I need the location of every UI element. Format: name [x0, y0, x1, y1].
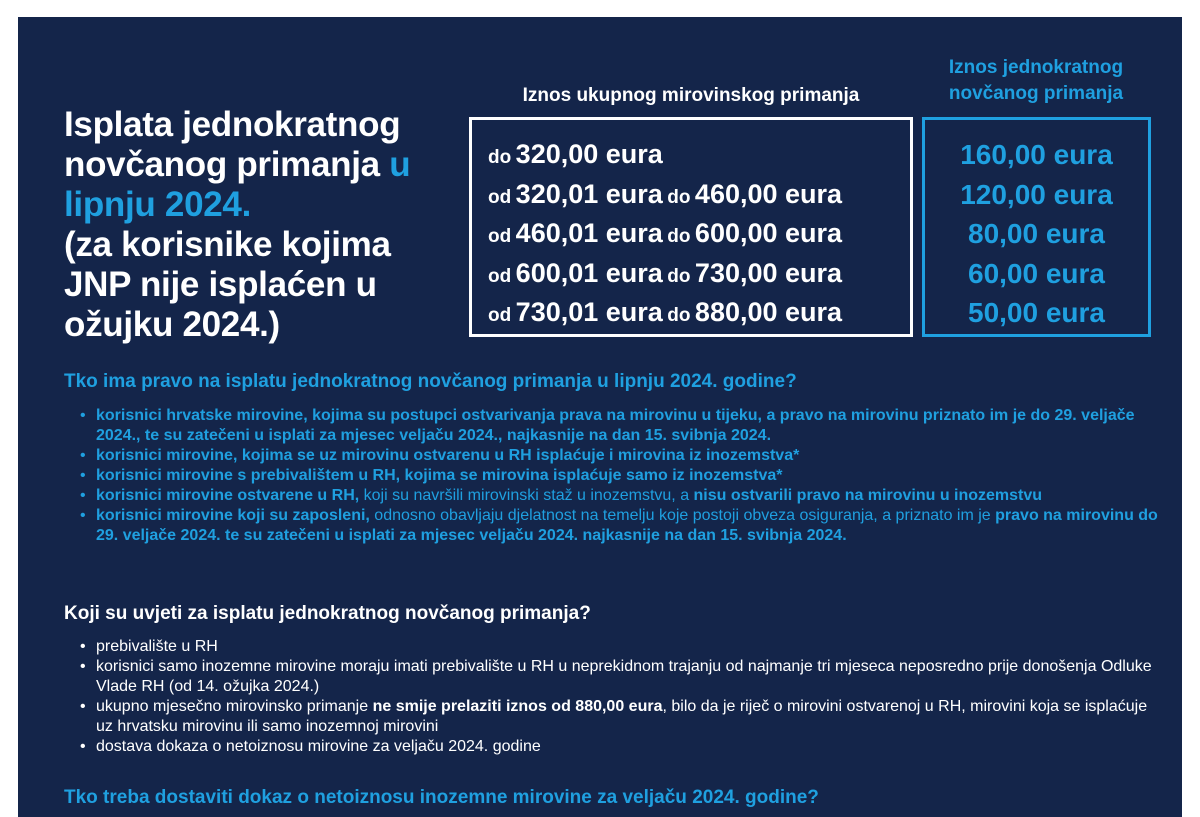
bullet-icon: •: [80, 507, 86, 524]
title-line-1: Isplata jednokratnog: [64, 105, 401, 144]
range-from-value: 320,01 eura: [515, 178, 663, 209]
range-to-word: do: [667, 226, 691, 248]
title-line-6: ožujku 2024.): [64, 305, 280, 344]
title-line-4: (za korisnike kojima: [64, 225, 391, 264]
list-item-bold: korisnici mirovine koji su zaposleni,: [96, 507, 370, 524]
title-line-5: JNP nije isplaćen u: [64, 265, 377, 304]
income-range-row: [488, 214, 910, 254]
payment-amounts-box: [922, 117, 1151, 337]
range-to-value: 320,00 eura: [515, 139, 663, 169]
list-item-text: korisnici samo inozemne mirovine moraju imati prebivalište u RH u neprekidnom trajanju od najmanje tri mjeseca neposredno prije donošenja Odluke Vlade RH (od 14. ožujka 2024.): [96, 658, 1152, 695]
range-to-word: do: [667, 265, 691, 287]
range-from-word: od: [488, 186, 512, 208]
bullet-icon: •: [80, 467, 86, 484]
list-item: [78, 506, 1168, 546]
range-to-value: 730,00 eura: [694, 257, 843, 288]
title-line-2: [64, 145, 464, 185]
bullet-icon: •: [80, 638, 86, 655]
payment-amount: 50,00 eura: [968, 297, 1105, 329]
title-line-2-white: novčanog primanja: [64, 145, 390, 184]
table-header-payment: [921, 55, 1151, 107]
list-item-text: odnosno obavljaju djelatnost na temelju koje postoji obveza osiguranja, a priznato im je: [369, 507, 996, 524]
income-range-row: [488, 175, 910, 215]
range-from-word: od: [488, 305, 512, 327]
table-header-payment-line-1: Iznos jednokratnog: [948, 57, 1124, 78]
list-item-text: ukupno mjesečno mirovinsko primanje: [96, 698, 373, 715]
conditions-list: [78, 637, 1168, 757]
range-from-value: 730,01 eura: [515, 297, 663, 328]
bullet-icon: •: [80, 487, 86, 504]
list-item: [78, 737, 1168, 757]
section-proof-title: Tko treba dostaviti dokaz o netoiznosu inozemne mirovine za veljaču 2024. godine?: [64, 787, 819, 808]
list-item-bold: korisnici mirovine ostvarene u RH,: [96, 487, 360, 504]
payment-amount: 60,00 eura: [968, 257, 1105, 289]
bullet-icon: •: [80, 407, 86, 424]
table-header-payment-line-2: novčanog primanja: [948, 83, 1124, 104]
page-title: [64, 105, 464, 345]
income-ranges-box: [469, 117, 913, 337]
list-item-text: korisnici mirovine, kojima se uz mirovinu ostvarenu u RH isplaćuje i mirovina iz inozemstva*: [96, 447, 800, 464]
list-item-text: koji su navršili mirovinski staž u inozemstvu, a: [359, 487, 694, 504]
range-to-word: do: [488, 147, 512, 168]
range-from-word: od: [488, 265, 512, 287]
bullet-icon: •: [80, 698, 86, 715]
payment-amount: 160,00 eura: [960, 139, 1113, 170]
list-item-text: dostava dokaza o netoiznosu mirovine za veljaču 2024. godine: [96, 738, 541, 755]
list-item: [78, 406, 1168, 446]
section-eligibility-title: Tko ima pravo na isplatu jednokratnog novčanog primanja u lipnju 2024. godine?: [64, 371, 797, 392]
infographic-panel: [18, 17, 1182, 817]
income-range-row: [488, 293, 910, 333]
range-from-value: 460,01 eura: [515, 218, 663, 249]
payment-amount: 120,00 eura: [960, 178, 1113, 210]
range-to-value: 880,00 eura: [694, 297, 843, 328]
list-item: [78, 657, 1168, 697]
payment-amount: 80,00 eura: [968, 218, 1105, 250]
list-item-bold: ne smije prelaziti iznos od 880,00 eura: [372, 698, 663, 715]
bullet-icon: •: [80, 447, 86, 464]
list-item: [78, 697, 1168, 737]
eligibility-list: [78, 406, 1168, 546]
list-item: [78, 637, 1168, 657]
range-from-value: 600,01 eura: [515, 257, 663, 288]
range-to-value: 460,00 eura: [694, 178, 843, 209]
list-item: [78, 486, 1168, 506]
list-item-bold: pravo na mirovinu do 29. veljače 2024. te su zatečeni u isplati za mjesec veljaču 2024. najkasnije na dan 15. svibnja 2024.: [96, 507, 1158, 544]
income-range-row: [488, 254, 910, 294]
range-to-word: do: [667, 305, 691, 327]
section-conditions-title: Koji su uvjeti za isplatu jednokratnog novčanog primanja?: [64, 603, 591, 624]
list-item-text: prebivalište u RH: [96, 638, 218, 655]
range-to-value: 600,00 eura: [694, 218, 843, 249]
range-to-word: do: [667, 186, 691, 208]
bullet-icon: •: [80, 658, 86, 675]
list-item-text: korisnici hrvatske mirovine, kojima su postupci ostvarivanja prava na mirovinu u tijeku, a pravo na mirovinu priznato im je do 29. veljače 2024., te su zatečeni u isplati za mjesec veljaču 2024., najkasnije na dan 15. svibnja 2024.: [96, 407, 1135, 444]
title-line-3: lipnju 2024.: [64, 185, 252, 224]
bullet-icon: •: [80, 738, 86, 755]
title-line-2-blue: u: [389, 145, 411, 184]
table-header-income: Iznos ukupnog mirovinskog primanja: [522, 85, 860, 106]
list-item: [78, 446, 1168, 466]
income-range-row: [488, 135, 910, 175]
list-item-bold: nisu ostvarili pravo na mirovinu u inozemstvu: [693, 487, 1043, 504]
list-item: [78, 466, 1168, 486]
list-item-text: korisnici mirovine s prebivalištem u RH, kojima se mirovina isplaćuje samo iz inozemstva*: [96, 467, 783, 484]
list-item-text: , bilo da je riječ o mirovini ostvarenoj u RH, mirovini koja se isplaćuje uz hrvatsku mirovinu ili samo inozemnoj mirovini: [96, 698, 1148, 735]
range-from-word: od: [488, 226, 512, 248]
